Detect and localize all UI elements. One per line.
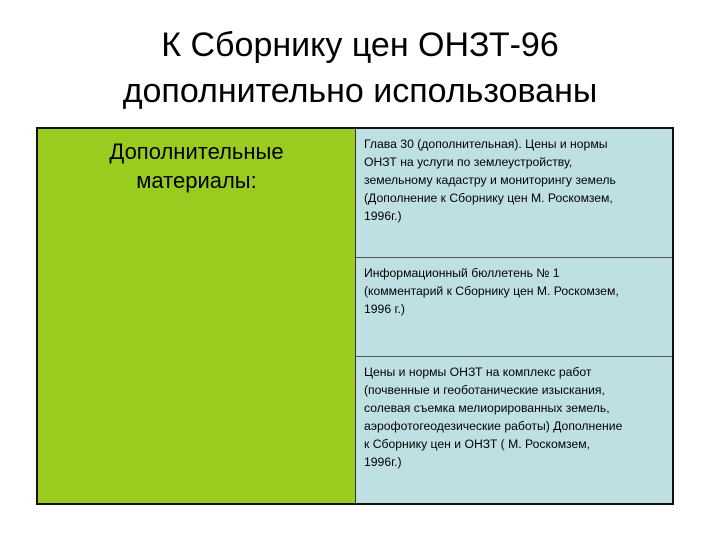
item-1-line-4: (Дополнение к Сборнику цен М. Роскомзем, xyxy=(364,191,613,205)
item-1-line-2: ОНЗТ на услуги по землеустройству, xyxy=(364,155,573,169)
title-line-2: дополнительно использованы xyxy=(122,72,598,110)
material-item-chapter-30 xyxy=(356,129,672,257)
item-2-line-3: 1996 г.) xyxy=(364,302,405,316)
item-3-line-1: Цены и нормы ОНЗТ на комплекс работ xyxy=(364,365,592,379)
item-1-line-3: земельному кадастру и мониторингу земель xyxy=(364,173,616,187)
item-1-line-5: 1996г.) xyxy=(364,209,402,223)
material-item-bulletin xyxy=(356,257,672,356)
materials-table xyxy=(36,127,674,505)
category-label-line-2: материалы: xyxy=(136,168,257,193)
category-label-line-1: Дополнительные xyxy=(109,139,284,164)
category-label xyxy=(38,137,355,195)
item-2-line-1: Информационный бюллетень № 1 xyxy=(364,266,560,280)
item-3-line-5: к Сборнику цен и ОНЗТ ( М. Роскомзем, xyxy=(364,437,590,451)
left-category-cell xyxy=(38,129,356,503)
item-3-line-2: (почвенные и геоботанические изыскания, xyxy=(364,383,605,397)
title-line-1: К Сборнику цен ОНЗТ-96 xyxy=(161,26,559,64)
materials-list xyxy=(356,129,672,503)
slide-title xyxy=(20,22,700,114)
item-3-line-4: аэрофотогеодезические работы) Дополнение xyxy=(364,419,623,433)
item-1-line-1: Глава 30 (дополнительная). Цены и нормы xyxy=(364,137,608,151)
item-2-line-2: (комментарий к Сборнику цен М. Роскомзем, xyxy=(364,284,619,298)
item-3-line-3: солевая съемка мелиорированных земель, xyxy=(364,401,610,415)
material-item-prices-and-norms xyxy=(356,356,672,503)
item-3-line-6: 1996г.) xyxy=(364,455,402,469)
